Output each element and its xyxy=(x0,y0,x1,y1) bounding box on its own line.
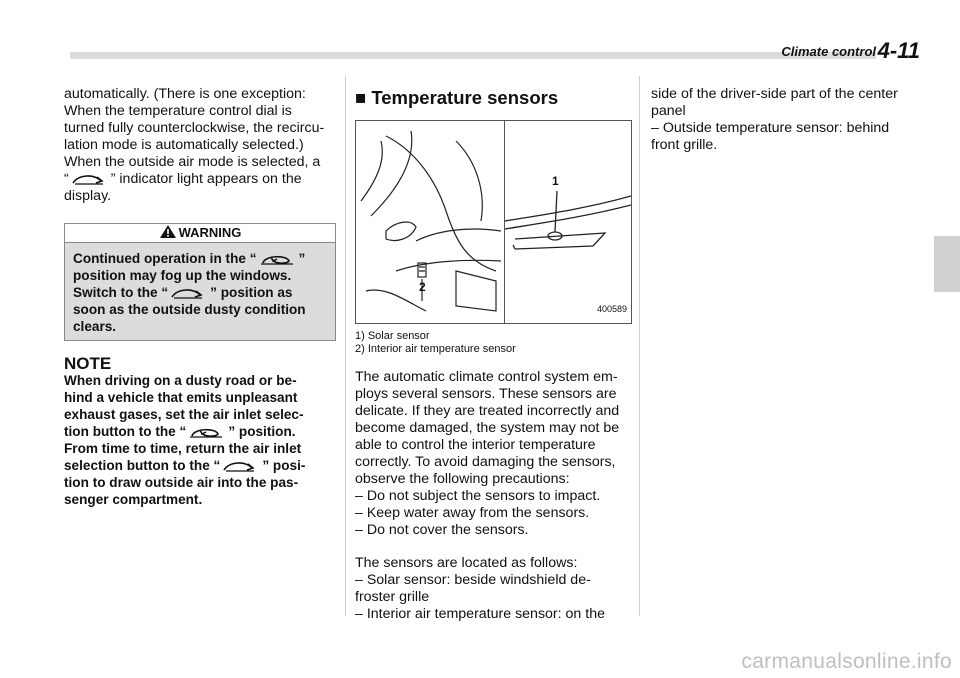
callout-label: 1 xyxy=(552,174,559,188)
sensor-figure xyxy=(355,120,632,324)
location-paragraph xyxy=(355,555,630,623)
note-body xyxy=(64,372,336,508)
text-line: panel xyxy=(651,103,686,119)
text-line: froster grille xyxy=(355,589,430,605)
recirculation-icon xyxy=(257,252,299,266)
text-line: When the outside air mode is selected, a xyxy=(64,154,321,170)
warning-box xyxy=(64,223,336,341)
text-line: hind a vehicle that emits unpleasant xyxy=(64,390,298,405)
recirculation-icon xyxy=(186,425,228,439)
text-line: side of the driver-side part of the center xyxy=(651,86,898,102)
list-item: – Solar sensor: beside windshield de- xyxy=(355,572,591,588)
column-left xyxy=(64,86,336,508)
text-line: position may fog up the windows. xyxy=(73,268,292,283)
text-line: observe the following precautions: xyxy=(355,471,570,487)
page-section-title: Climate control xyxy=(781,44,876,59)
text-span: ” posi- xyxy=(262,458,306,473)
list-item: – Keep water away from the sensors. xyxy=(355,505,590,521)
list-item: – Do not cover the sensors. xyxy=(355,522,529,538)
text-line: exhaust gases, set the air inlet selec- xyxy=(64,407,304,422)
warning-triangle-icon xyxy=(159,224,177,239)
list-item: – Interior air temperature sensor: on the xyxy=(355,606,605,622)
sensor-paragraph xyxy=(355,369,630,539)
text-line xyxy=(64,423,336,440)
text-line: delicate. If they are treated incorrectly and xyxy=(355,403,620,419)
text-line: front grille. xyxy=(651,137,718,153)
text-line: ploys several sensors. These sensors are xyxy=(355,386,617,402)
text-line xyxy=(73,250,327,267)
quote-close: ” indicator light appears on the xyxy=(110,171,302,187)
callout-label: 2 xyxy=(419,280,426,294)
text-line: tion to draw outside air into the pas- xyxy=(64,475,299,490)
text-line: display. xyxy=(64,188,112,204)
outside-air-icon xyxy=(69,172,111,186)
text-span: tion button to the “ xyxy=(64,424,187,439)
thumb-index-tab xyxy=(934,236,960,292)
text-line: soon as the outside dusty condition xyxy=(73,302,306,317)
column-middle xyxy=(355,86,630,623)
text-span: ” position. xyxy=(228,424,296,439)
warning-heading xyxy=(65,224,335,243)
text-line: lation mode is automatically selected.) xyxy=(64,137,304,153)
figure-caption xyxy=(355,330,630,356)
text-line: correctly. To avoid damaging the sensors, xyxy=(355,454,616,470)
text-line: turned fully counterclockwise, the recircu- xyxy=(64,120,325,136)
text-span: ” xyxy=(298,251,306,266)
section-title: ■ Temperature sensors xyxy=(355,87,559,108)
text-line xyxy=(64,457,336,474)
text-line xyxy=(73,284,327,301)
dashboard-sensor-illustration xyxy=(505,121,631,323)
text-span: Switch to the “ xyxy=(73,285,169,300)
text-span: Continued operation in the “ xyxy=(73,251,257,266)
column-right xyxy=(651,86,923,154)
text-line: When driving on a dusty road or be- xyxy=(64,373,297,388)
text-line: clears. xyxy=(73,319,117,334)
text-span: selection button to the “ xyxy=(64,458,221,473)
watermark: carmanualsonline.info xyxy=(741,650,952,673)
note-heading: NOTE xyxy=(64,354,112,373)
text-line: From time to time, return the air inlet xyxy=(64,441,302,456)
column-divider xyxy=(345,76,346,616)
page-number: 4-11 xyxy=(877,38,920,63)
list-item: – Outside temperature sensor: behind xyxy=(651,120,890,136)
text-line: The sensors are located as follows: xyxy=(355,555,578,571)
list-item: – Do not subject the sensors to impact. xyxy=(355,488,601,504)
outside-air-icon xyxy=(220,459,262,473)
caption-line: 2) Interior air temperature sensor xyxy=(355,343,516,355)
figure-id: 400589 xyxy=(596,304,627,314)
caption-line: 1) Solar sensor xyxy=(355,330,430,342)
text-line: able to control the interior temperature xyxy=(355,437,596,453)
outside-air-icon xyxy=(168,286,210,300)
warning-heading-text: WARNING xyxy=(178,225,242,240)
intro-paragraph xyxy=(64,86,336,205)
text-line: The automatic climate control system em- xyxy=(355,369,618,385)
header-rule xyxy=(70,52,876,59)
warning-body xyxy=(65,243,335,340)
quote-open: “ xyxy=(64,171,69,187)
text-line xyxy=(64,171,336,188)
interior-sensor-illustration xyxy=(356,121,504,323)
text-line: automatically. (There is one exception: xyxy=(64,86,306,102)
text-span: ” position as xyxy=(210,285,293,300)
text-line: become damaged, the system may not be xyxy=(355,420,620,436)
column-divider xyxy=(639,76,640,616)
text-line: senger compartment. xyxy=(64,492,203,507)
text-line: When the temperature control dial is xyxy=(64,103,292,119)
